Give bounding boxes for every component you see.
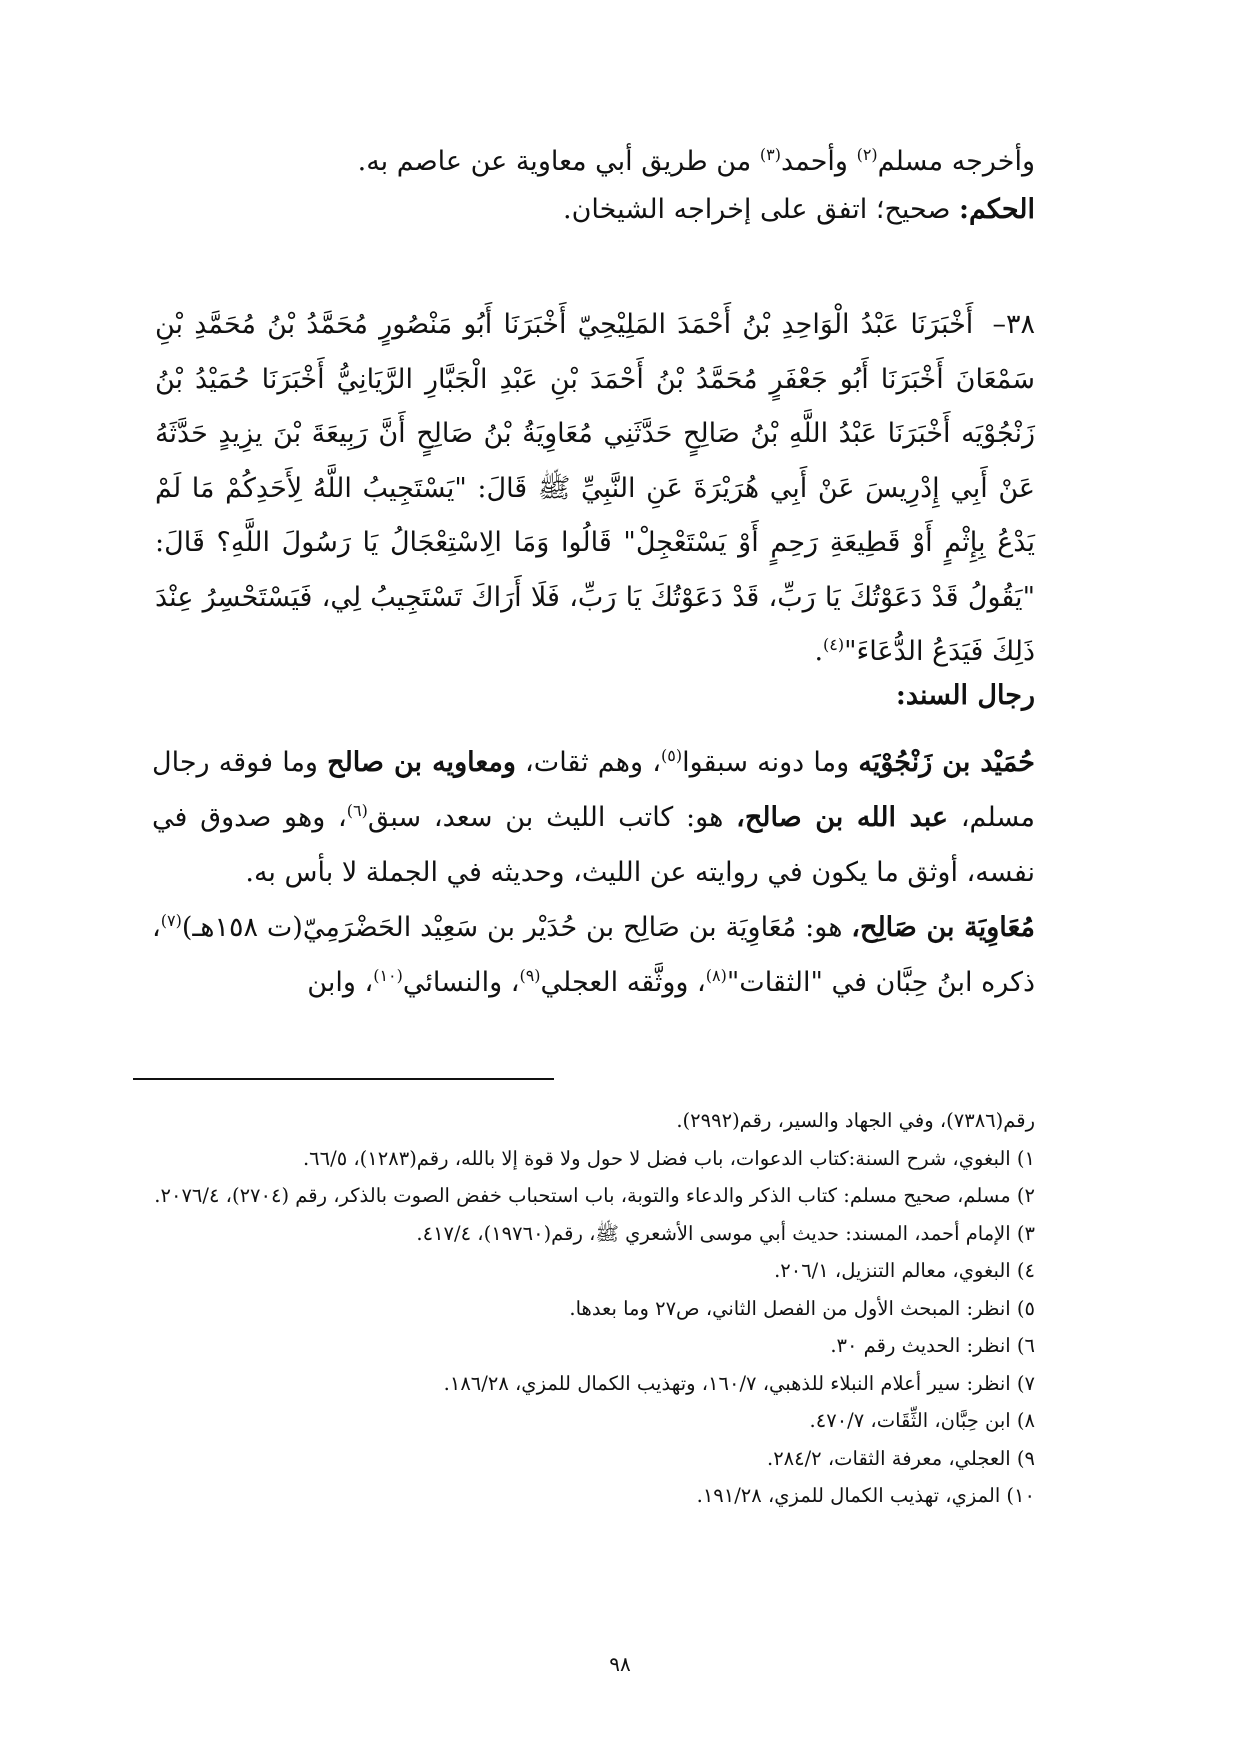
hadith-block <box>155 298 1035 680</box>
footnote-ref-5[interactable]: (٥) <box>660 746 683 765</box>
narrators-heading: رجال السند: <box>895 680 1035 711</box>
footnote-2: ٢) مسلم، صحيح مسلم: كتاب الذكر والدعاء والتوبة، باب استحباب خفض الصوت بالذكر، رقم (٢٧٠٤)، ٢٠٧٦/٤. <box>154 1184 1035 1207</box>
narrators-paragraph-1 <box>152 735 1035 900</box>
narrator-name: ومعاويه بن صالح <box>327 747 516 778</box>
intro-sentence <box>358 140 1035 184</box>
narrator-name: حُمَيْد بن زَنْجُوْيَه <box>858 747 1035 778</box>
footnote-ref-3[interactable]: (٣) <box>759 145 781 164</box>
para-text: هو: مُعَاوِيَة بن صَالِح بن حُدَيْر بن سَعِيْد الحَضْرَمِيّ(ت ١٥٨هـ) <box>181 912 852 943</box>
footnote-7: ٧) انظر: سير أعلام النبلاء للذهبي، ١٦٠/٧، وتهذيب الكمال للمزي، ١٨٦/٢٨. <box>443 1371 1035 1395</box>
footnote-3: ٣) الإمام أحمد، المسند: حديث أبي موسى الأشعري ﷺ، رقم(١٩٧٦٠)، ٤١٧/٤. <box>416 1221 1035 1245</box>
para-text: ، وابن <box>307 967 374 998</box>
footnote-ref-7[interactable]: (٧) <box>160 911 182 930</box>
intro-text-1: وأخرجه مسلم <box>877 146 1035 177</box>
para-text: ، وهم ثقات، <box>515 747 661 778</box>
footnote-6: ٦) انظر: الحديث رقم ٣٠. <box>830 1334 1035 1357</box>
narrator-name: مُعَاوِيَة بن صَالِح، <box>851 912 1035 943</box>
footnote-10: ١٠) المزي، تهذيب الكمال للمزي، ١٩١/٢٨. <box>696 1484 1035 1507</box>
hadith-end: . <box>814 636 824 667</box>
footnote-ref-8[interactable]: (٨) <box>705 966 727 985</box>
para-text: ، وهو صدوق في نفسه، أوثق ما يكون في روايته عن الليث، وحديثه في الجملة لا بأس به. <box>152 802 1035 888</box>
footnote-5: ٥) انظر: المبحث الأول من الفصل الثاني، ص٢٧ وما بعدها. <box>569 1296 1035 1320</box>
footnote-8: ٨) ابن حِبَّان، الثِّقَات، ٤٧٠/٧. <box>809 1409 1035 1432</box>
intro-text-2: وأحمد <box>780 146 857 177</box>
para-text: ، ذكره ابنُ حِبَّان في "الثقات" <box>152 912 1035 998</box>
hadith-text: أَخْبَرَنَا عَبْدُ الْوَاحِدِ بْنُ أَحْمَدَ المَلِيْحِيّ أَخْبَرَنَا أَبُو مَنْصُورٍ مُحَمَّدُ بْنُ مُحَمَّدِ بْنِ سَمْعَانَ أَخْبَرَنَا أَبُو جَعْفَرٍ مُحَمَّدُ بْنُ أَحْمَدَ بْنِ عَبْدِ الْجَبَّارِ الرَّيَانِيُّ أَخْبَرَنَا حُمَيْدُ بْنُ زَنْجُوْيَه أَخْبَرَنَا عَبْدُ اللَّهِ بْنُ صَالِحٍ حَدَّثَنِي مُعَاوِيَةُ بْنُ صَالِحٍ أَنَّ رَبِيعَةَ بْنَ يزِيدٍ حَدَّثَهُ عَنْ أَبِي إِدْرِيسَ عَنْ أَبِي هُرَيْرَةَ عَنِ النَّبِيِّ ﷺ قَالَ: "يَسْتَجِيبُ اللَّهُ لِأَحَدِكُمْ مَا لَمْ يَدْعُ بِإِثْمٍ أَوْ قَطِيعَةِ رَحِمٍ أَوْ يَسْتَعْجِلْ" قَالُوا وَمَا الِاسْتِعْجَالُ يَا رَسُولَ اللَّهِ؟ قَالَ: "يَقُولُ قَدْ دَعَوْتُكَ يَا رَبِّ، قَدْ دَعَوْتُكَ يَا رَبِّ، فَلَا أَرَاكَ تَسْتَجِيبُ لِي، فَيَسْتَحْسِرُ عِنْدَ ذَلِكَ فَيَدَعُ الدُّعَاءَ" <box>155 309 1035 667</box>
footnotes <box>152 1102 1035 1515</box>
footnote-divider <box>133 1078 554 1080</box>
footnote-ref-6[interactable]: (٦) <box>346 801 368 820</box>
narrators-paragraph-2 <box>152 900 1035 1010</box>
ruling-label: الحكم: <box>958 194 1035 225</box>
footnote-ref-10[interactable]: (١٠) <box>373 966 403 985</box>
footnote-1: ١) البغوي، شرح السنة:كتاب الدعوات، باب فضل لا حول ولا قوة إلا بالله، رقم(١٢٨٣)، ٦٦/٥. <box>302 1146 1035 1170</box>
intro-text-3: من طريق أبي معاوية عن عاصم به. <box>357 146 760 177</box>
footnote-continuation: رقم(٧٣٨٦)، وفي الجهاد والسير، رقم(٢٩٩٢). <box>676 1109 1035 1132</box>
footnote-ref-2[interactable]: (٢) <box>856 145 878 164</box>
footnote-4: ٤) البغوي، معالم التنزيل، ٢٠٦/١. <box>774 1259 1035 1282</box>
para-text: هو: كاتب الليث بن سعد، سبق <box>367 802 737 833</box>
para-text: وما دونه سبقوا <box>682 747 859 778</box>
para-text: ، والنسائي <box>402 967 520 998</box>
para-text: وما فوقه رجال مسلم، <box>152 747 1035 833</box>
footnote-9: ٩) العجلي، معرفة الثقات، ٢٨٤/٢. <box>766 1446 1035 1470</box>
ruling-line <box>563 188 1035 232</box>
footnote-ref-4[interactable]: (٤) <box>823 635 845 654</box>
narrator-name: عبد الله بن صالح، <box>736 802 949 833</box>
ruling-text: صحيح؛ اتفق على إخراجه الشيخان. <box>563 194 959 225</box>
hadith-number: ٣٨– <box>992 309 1035 340</box>
page-number: ٩٨ <box>609 1652 631 1676</box>
footnote-ref-9[interactable]: (٩) <box>519 966 541 985</box>
para-text: ، ووثَّقه العجلي <box>540 967 706 998</box>
